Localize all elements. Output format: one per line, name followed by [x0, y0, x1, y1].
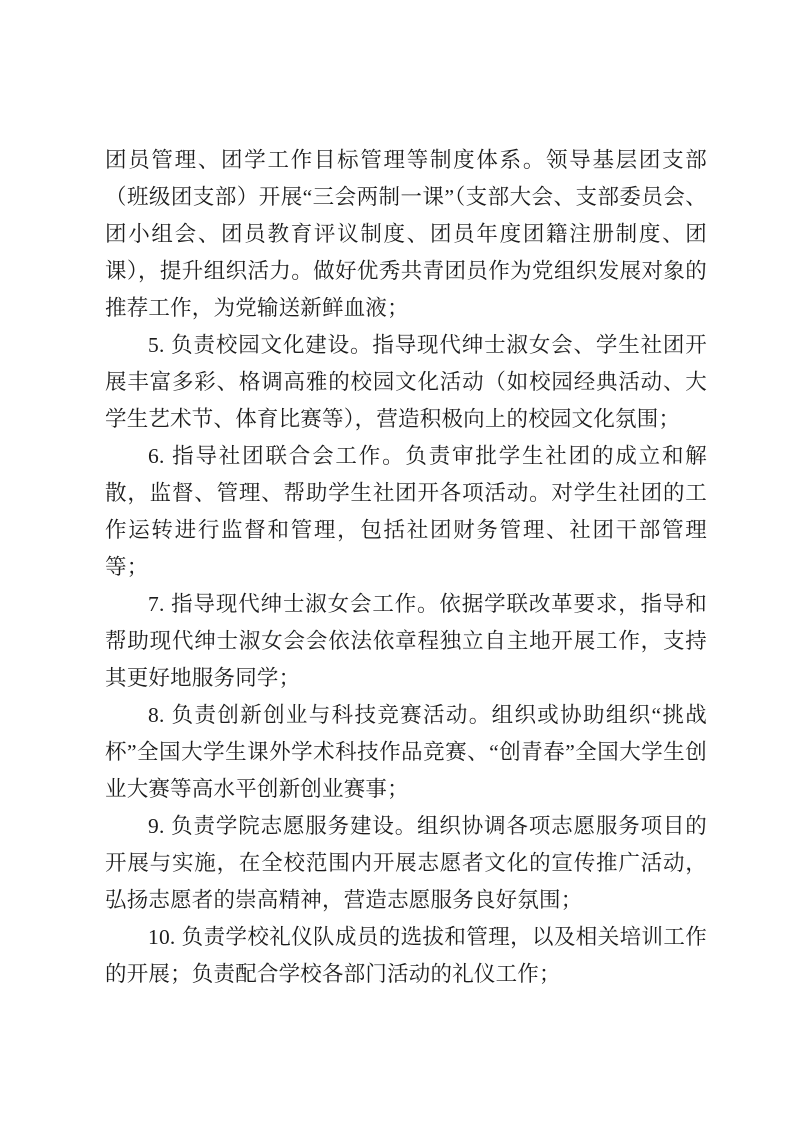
paragraph-number: 7. — [148, 592, 165, 616]
paragraph-text: 负责学校礼仪队成员的选拔和管理，以及相关培训工作的开展；负责配合学校各部门活动的礼仪工作； — [105, 925, 707, 986]
paragraph-text: 指导社团联合会工作。负责审批学生社团的成立和解散，监督、管理、帮助学生社团开各项活动。对学生社团的工作运转进行监督和管理，包括社团财务管理、社团干部管理等； — [105, 444, 707, 579]
paragraph-text: 负责创新创业与科技竞赛活动。组织或协助组织“挑战杯”全国大学生课外学术科技作品竞赛、“创青春”全国大学生创业大赛等高水平创新创业赛事； — [105, 703, 707, 801]
document-body — [105, 142, 707, 993]
paragraph — [105, 697, 707, 808]
paragraph — [105, 919, 707, 993]
paragraph-text: 负责校园文化建设。指导现代绅士淑女会、学生社团开展丰富多彩、格调高雅的校园文化活动（如校园经典活动、大学生艺术节、体育比赛等），营造积极向上的校园文化氛围； — [105, 333, 707, 431]
paragraph-number: 6. — [148, 444, 165, 468]
paragraph — [105, 142, 707, 327]
paragraph — [105, 586, 707, 697]
paragraph-text: 指导现代绅士淑女会工作。依据学联改革要求，指导和帮助现代绅士淑女会会依法依章程独立自主地开展工作，支持其更好地服务同学； — [105, 592, 707, 690]
paragraph-number: 5. — [148, 333, 165, 357]
paragraph-number: 9. — [148, 814, 165, 838]
paragraph — [105, 808, 707, 919]
paragraph-number: 10. — [148, 925, 176, 949]
paragraph-text: 负责学院志愿服务建设。组织协调各项志愿服务项目的开展与实施，在全校范围内开展志愿者文化的宣传推广活动，弘扬志愿者的崇高精神，营造志愿服务良好氛围； — [105, 814, 707, 912]
paragraph — [105, 327, 707, 438]
paragraph-text: 团员管理、团学工作目标管理等制度体系。领导基层团支部（班级团支部）开展“三会两制一课”（支部大会、支部委员会、团小组会、团员教育评议制度、团员年度团籍注册制度、团课），提升组织活力。做好优秀共青团员作为党组织发展对象的推荐工作，为党输送新鲜血液； — [105, 148, 707, 320]
paragraph-number: 8. — [148, 703, 165, 727]
paragraph — [105, 438, 707, 586]
